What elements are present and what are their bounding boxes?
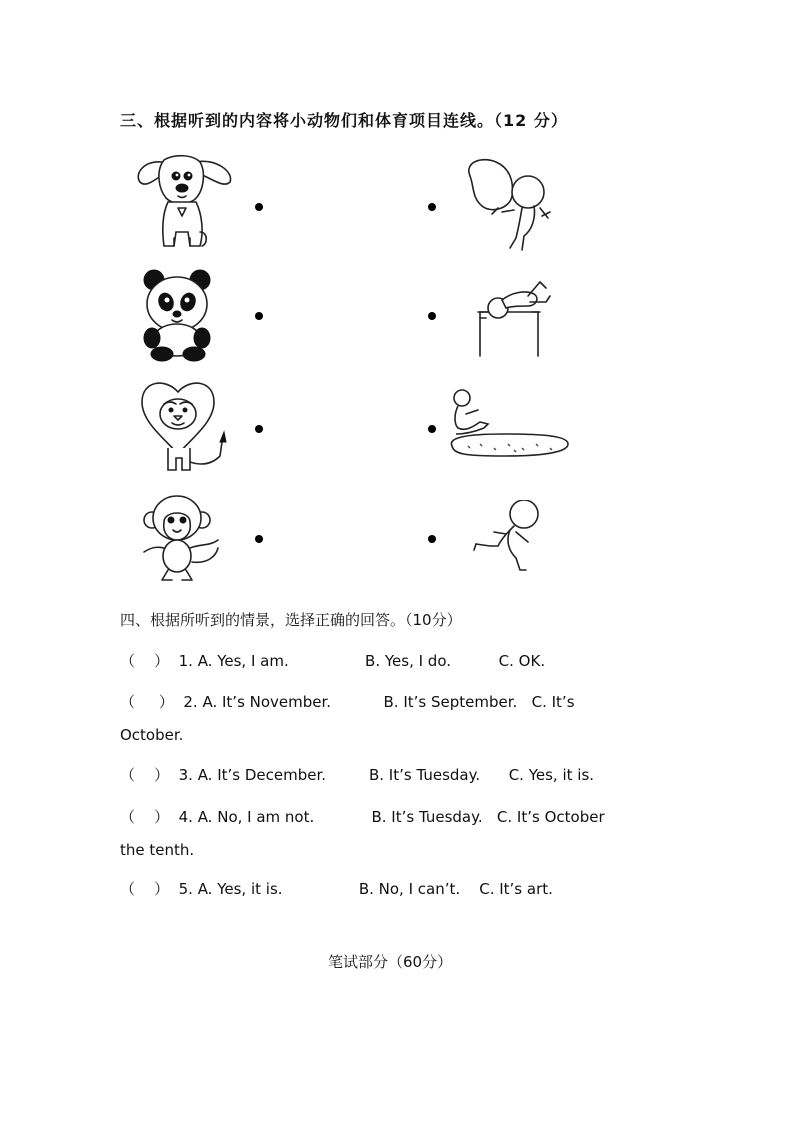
match-dot-right-1[interactable] — [428, 203, 436, 211]
question-5: （ ） 5. A. Yes, it is. B. No, I can’t. C. It’s art. — [120, 880, 553, 898]
running-icon — [472, 500, 544, 576]
dog-icon — [134, 152, 238, 252]
match-dot-left-4[interactable] — [255, 535, 263, 543]
monkey-icon — [140, 492, 224, 582]
question-3: （ ） 3. A. It’s December. B. It’s Tuesday. C. Yes, it is. — [120, 766, 595, 784]
match-dot-right-2[interactable] — [428, 312, 436, 320]
high-jump-icon — [472, 272, 556, 360]
swimming-icon — [462, 156, 554, 252]
match-dot-left-2[interactable] — [255, 312, 263, 320]
written-part-title: 笔试部分（60分） — [328, 953, 453, 971]
match-dot-right-3[interactable] — [428, 425, 436, 433]
panda-icon — [140, 268, 214, 362]
question-4-continuation: the tenth. — [120, 841, 195, 859]
question-1: （ ） 1. A. Yes, I am. B. Yes, I do. C. OK. — [120, 652, 546, 670]
match-dot-left-3[interactable] — [255, 425, 263, 433]
question-2-continuation: October. — [120, 726, 184, 744]
lion-icon — [138, 378, 234, 474]
question-4: （ ） 4. A. No, I am not. B. It’s Tuesday. C. It’s October — [120, 808, 605, 826]
section3-title: 三、根据听到的内容将小动物们和体育项目连线。（12 分） — [120, 111, 568, 130]
section4-title: 四、根据所听到的情景，选择正确的回答。（10分） — [120, 611, 462, 629]
match-dot-right-4[interactable] — [428, 535, 436, 543]
match-dot-left-1[interactable] — [255, 203, 263, 211]
long-jump-icon — [444, 384, 574, 464]
question-2: （ ） 2. A. It’s November. B. It’s September. C. It’s — [120, 693, 575, 711]
